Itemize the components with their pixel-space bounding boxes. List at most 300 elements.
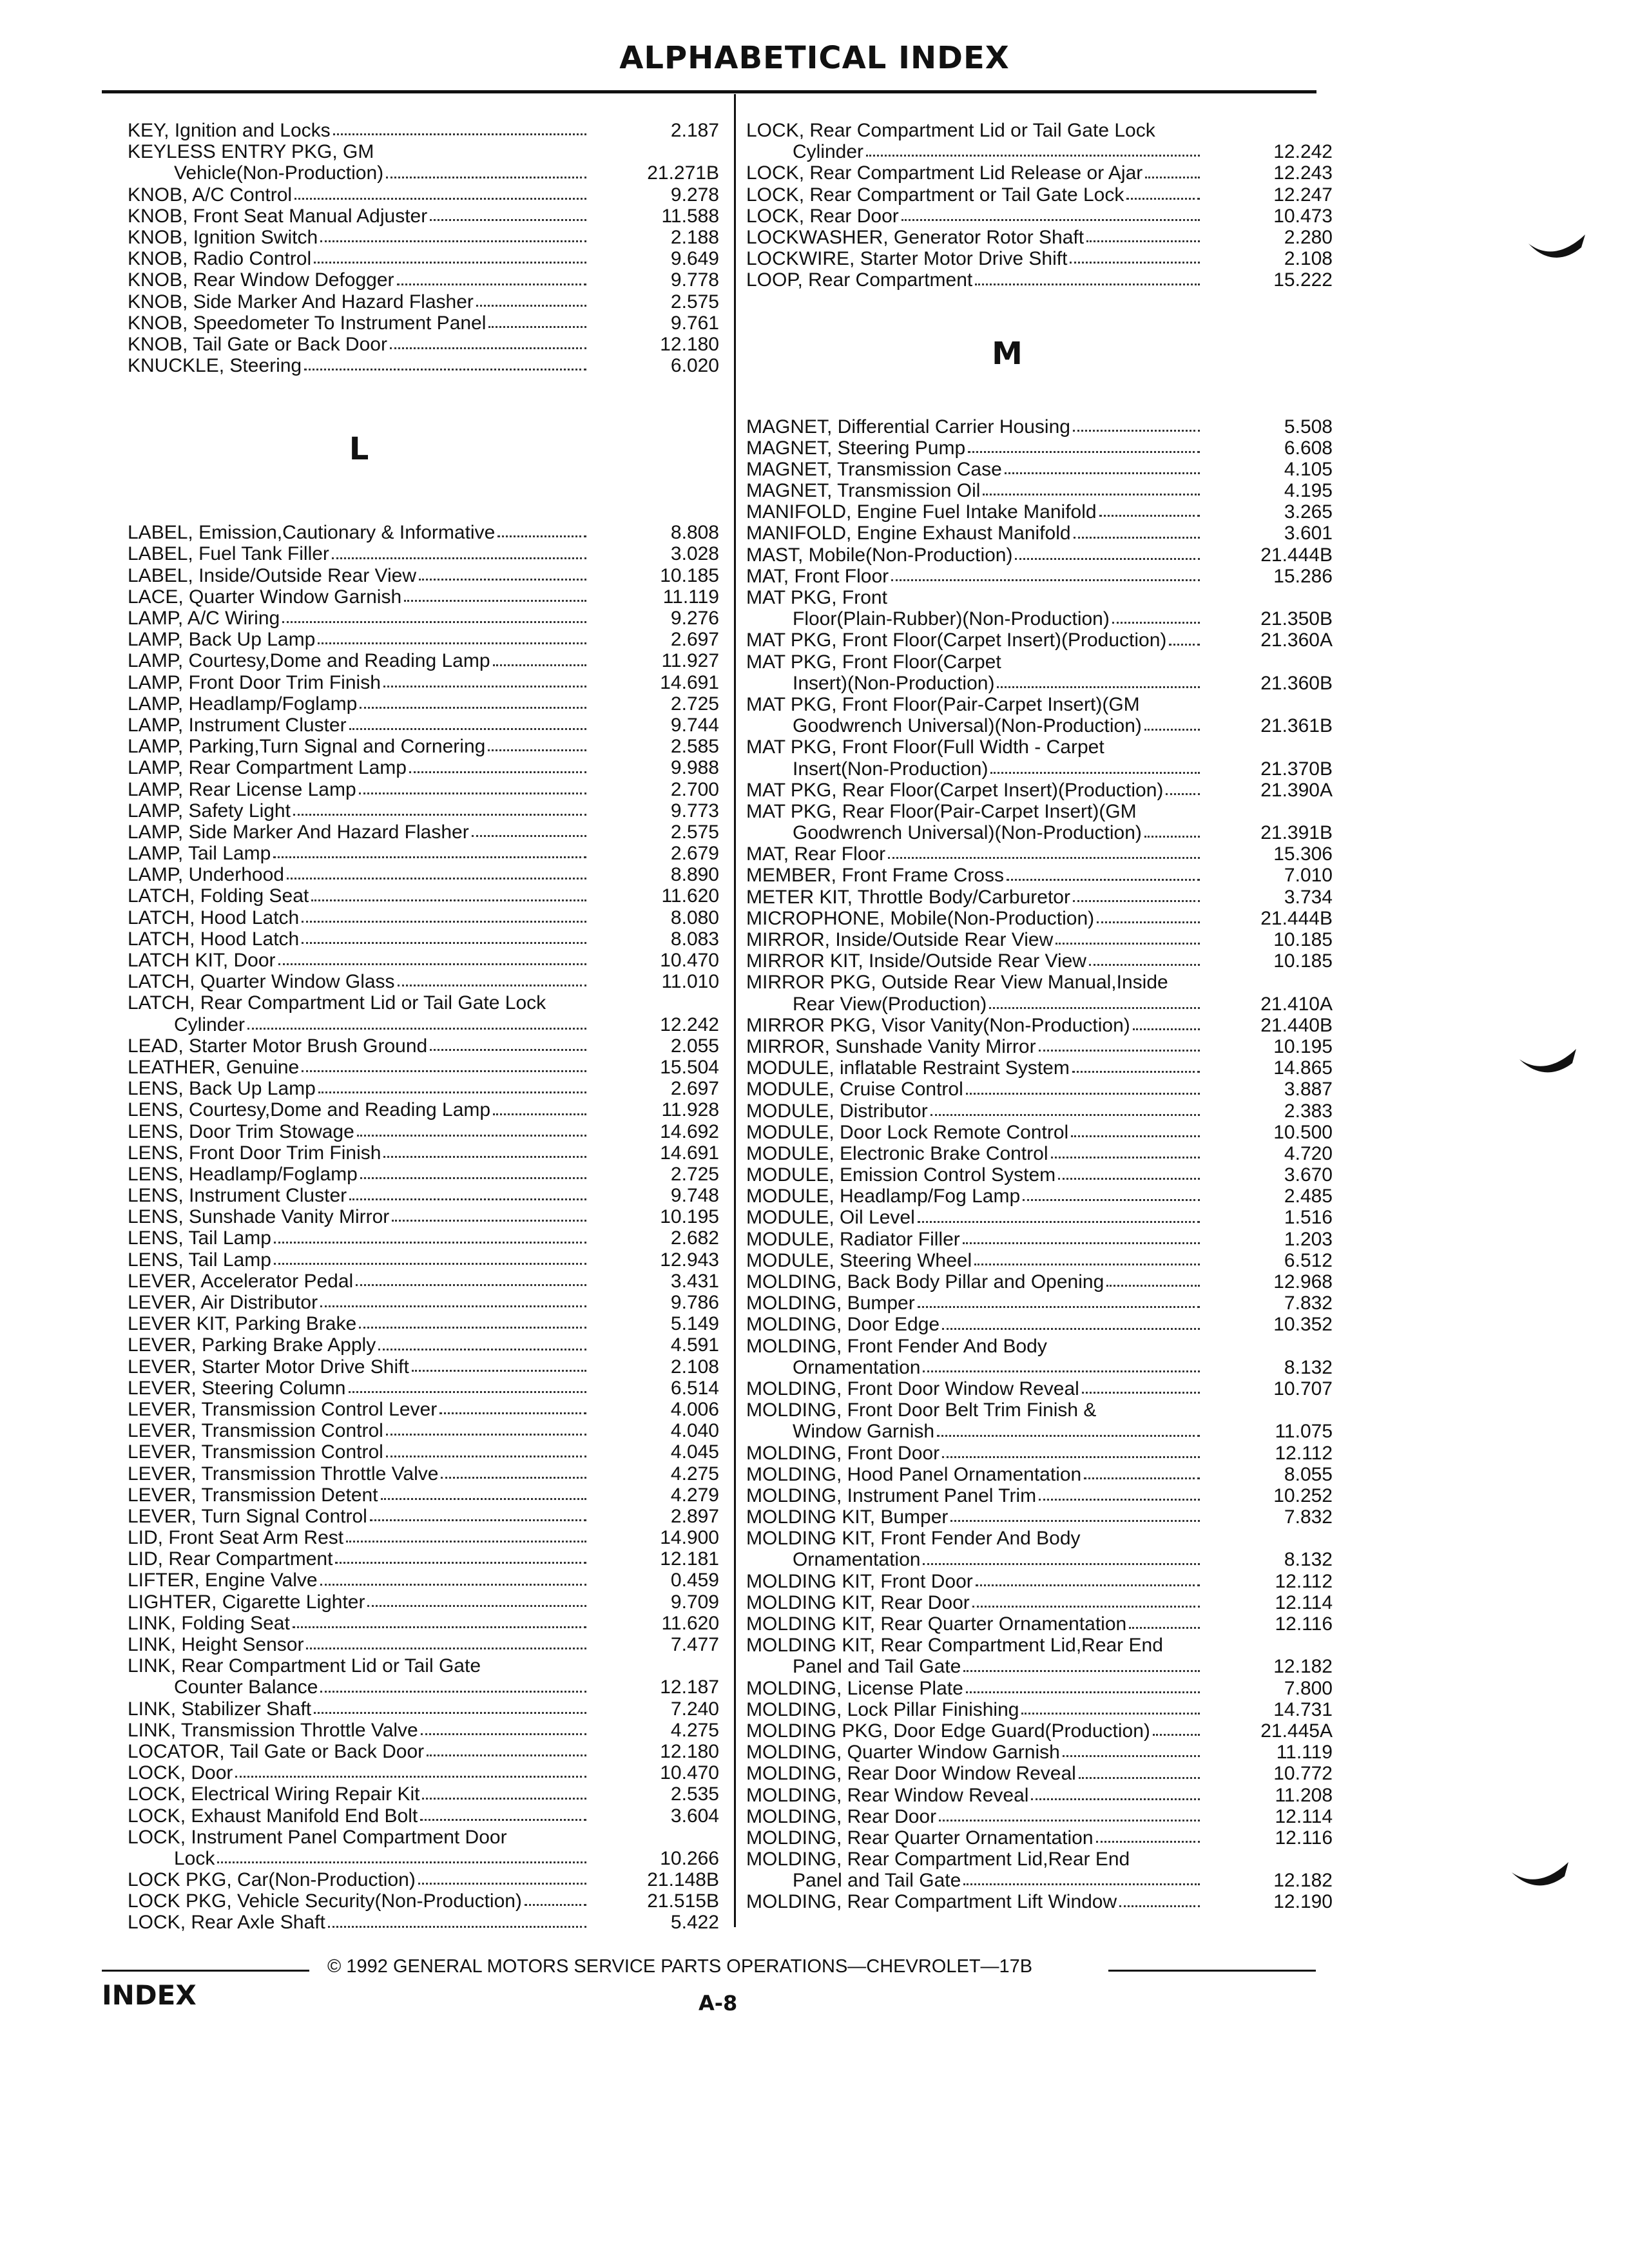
entry-text: LOCKWASHER, Generator Rotor Shaft [746,226,1084,248]
index-entry [128,822,719,843]
index-entry [746,1271,1333,1293]
entry-text: MICROPHONE, Mobile(Non-Production) [746,907,1095,929]
index-entry [128,1762,719,1783]
entry-reference: 14.692 [660,1120,719,1142]
right-column [746,120,1333,1913]
dot-leader [1015,557,1200,560]
entry-reference: 4.105 [1284,458,1333,480]
index-entry [746,822,1333,843]
entry-reference: 8.132 [1284,1549,1333,1571]
dot-leader [422,1797,586,1800]
dot-leader [1144,835,1200,838]
entry-reference: 4.275 [670,1463,719,1485]
index-entry [128,1783,719,1805]
dot-leader [1023,1198,1200,1201]
entry-text: KNOB, Rear Window Defogger [128,269,394,291]
dot-leader [318,642,586,644]
dot-leader [891,579,1200,581]
index-entry [128,950,719,971]
entry-text: LENS, Door Trim Stowage [128,1120,354,1142]
entry-text: MOLDING, Bumper [746,1293,915,1314]
index-entry [746,1635,1333,1656]
entry-reference: 8.080 [670,907,719,928]
entry-reference: 21.390A [1260,779,1333,801]
entry-text: Rear View(Production) [793,993,987,1015]
dot-leader [493,664,586,666]
index-entry [746,1506,1333,1528]
entry-reference: 9.773 [670,800,719,822]
index-entry [746,1164,1333,1186]
index-entry [128,1142,719,1164]
dot-leader [302,1070,586,1072]
entry-reference: 11.208 [1275,1784,1333,1806]
entry-text: MIRROR KIT, Inside/Outside Rear View [746,950,1086,972]
dot-leader [1039,1498,1200,1501]
entry-reference: 12.247 [1273,184,1333,206]
index-entry [128,1164,719,1185]
dot-leader [235,1775,586,1778]
entry-reference: 4.275 [670,1719,719,1741]
dot-leader [349,1198,586,1200]
entry-reference: 2.585 [670,736,719,758]
dot-leader [304,368,586,370]
dot-leader [278,963,587,965]
entry-reference: 7.832 [1284,1506,1333,1528]
footer-rule-right [1108,1970,1316,1972]
entry-text: Counter Balance [174,1677,318,1698]
entry-text: MAT PKG, Front Floor(Carpet [746,651,1001,673]
entry-reference: 2.725 [670,1163,719,1185]
dot-leader [1073,899,1200,902]
index-entry [128,543,719,564]
entry-text: LENS, Instrument Cluster [128,1185,347,1207]
entry-reference: 9.748 [670,1185,719,1207]
entry-reference: 12.242 [1273,141,1333,163]
dot-leader [901,218,1200,221]
entry-text: LAMP, Rear Compartment Lamp [128,757,407,779]
dot-leader [1021,1712,1200,1715]
entry-text: LOCK, Rear Axle Shaft [128,1912,325,1934]
dot-leader [983,493,1200,495]
entry-text: MOLDING, Front Fender And Body [746,1335,1047,1357]
entry-text: MAT, Front Floor [746,565,889,587]
entry-reference: 12.114 [1275,1805,1333,1827]
entry-reference: 10.185 [1273,950,1333,972]
entry-reference: 9.278 [670,184,719,206]
entry-reference: 4.591 [670,1334,719,1356]
dot-leader [1119,1905,1200,1907]
index-entry [746,1443,1333,1464]
index-entry [746,1678,1333,1699]
dot-leader [963,1669,1200,1672]
index-entry [128,522,719,543]
entry-reference: 12.181 [660,1548,719,1570]
dot-leader [1072,1070,1200,1073]
entry-text: MOLDING, Quarter Window Garnish [746,1742,1060,1763]
entry-text: KNOB, Speedometer To Instrument Panel [128,312,487,334]
entry-text: LINK, Stabilizer Shaft [128,1698,312,1720]
index-entry [128,1463,719,1485]
dot-leader [525,1903,586,1906]
dot-leader [360,706,586,709]
entry-text: LOCK, Exhaust Manifold End Bolt [128,1805,418,1827]
entry-reference: 12.182 [1273,1656,1333,1678]
section-letter-l: L [349,431,369,468]
entry-text: MODULE, Radiator Filler [746,1228,960,1250]
entry-text: LAMP, Side Marker And Hazard Flasher [128,821,469,843]
entry-text: LOCKWIRE, Starter Motor Drive Shift [746,248,1068,270]
dot-leader [392,1219,586,1222]
index-entry [128,355,719,376]
index-entry [128,1527,719,1548]
entry-reference: 15.286 [1273,565,1333,587]
dot-leader [430,1048,586,1051]
index-entry [128,1827,719,1848]
entry-text: KEYLESS ENTRY PKG, GM [128,141,374,163]
entry-text: MAT, Rear Floor [746,843,886,865]
dot-leader [386,176,586,178]
entry-reference: 6.512 [1284,1249,1333,1271]
dot-leader [294,197,586,200]
entry-text: MOLDING, Rear Window Reveal [746,1784,1029,1806]
entry-text: LATCH, Folding Seat [128,885,309,907]
entry-reference: 3.887 [1284,1079,1333,1100]
index-entry [128,1570,719,1591]
dot-leader [419,578,586,581]
entry-text: KNOB, Side Marker And Hazard Flasher [128,291,474,312]
index-entry [746,1592,1333,1613]
dot-leader [930,1113,1200,1116]
dot-leader [274,1262,586,1265]
m-entries-list [746,416,1333,1913]
dot-leader [421,1733,586,1735]
page-number: A-8 [699,1991,738,2015]
entry-reference: 12.116 [1275,1613,1333,1635]
index-entry [746,1100,1333,1122]
entry-text: Insert)(Non-Production) [793,672,995,694]
entry-text: MANIFOLD, Engine Exhaust Manifold [746,523,1071,544]
dot-leader [950,1519,1200,1522]
index-entry [746,1785,1333,1806]
index-entry [746,929,1333,950]
dot-leader [1071,1135,1200,1137]
column-divider [734,94,736,1927]
entry-text: MOLDING KIT, Rear Compartment Lid,Rear End [746,1635,1163,1657]
entry-text: MAT PKG, Front Floor(Carpet Insert)(Production) [746,629,1167,651]
dot-leader [1055,942,1200,945]
entry-reference: 1.203 [1284,1228,1333,1250]
index-entry [128,672,719,693]
dot-leader [488,325,586,328]
copyright-notice: © 1992 GENERAL MOTORS SERVICE PARTS OPERATIONS—CHEVROLET—17B [327,1956,1033,1977]
entry-reference: 11.119 [1276,1742,1333,1763]
dot-leader [963,1883,1200,1885]
index-entry [746,629,1333,651]
index-entry [128,334,719,355]
entry-text: MAT PKG, Front [746,587,887,608]
index-entry [746,1314,1333,1335]
dot-leader [1063,1754,1200,1757]
entry-text: LENS, Headlamp/Foglamp [128,1163,358,1185]
dot-leader [311,899,586,901]
dot-leader [923,1562,1200,1565]
entry-text: LATCH, Hood Latch [128,907,300,928]
dot-leader [1099,514,1200,517]
entry-text: LOCK, Rear Door [746,205,899,227]
dot-leader [918,1220,1200,1223]
entry-text: MODULE, Distributor [746,1100,928,1122]
index-entry [128,779,719,800]
entry-text: LINK, Transmission Throttle Valve [128,1719,418,1741]
dot-leader [974,1263,1200,1265]
dot-leader [320,1690,586,1693]
entry-text: MAST, Mobile(Non-Production) [746,544,1013,566]
entry-text: METER KIT, Throttle Body/Carburetor [746,886,1070,908]
entry-text: LENS, Tail Lamp [128,1227,271,1249]
entry-reference: 21.440B [1260,1014,1333,1036]
index-entry [128,1334,719,1356]
entry-reference: 14.731 [1273,1698,1333,1720]
entry-text: LENS, Sunshade Vanity Mirror [128,1206,390,1228]
entry-text: MOLDING, Rear Quarter Ornamentation [746,1827,1094,1849]
entry-reference: 2.108 [670,1356,719,1378]
entry-reference: 10.772 [1273,1763,1333,1785]
entry-reference: 11.588 [661,205,719,227]
entry-text: Ornamentation [793,1356,921,1378]
index-entry [128,629,719,650]
entry-text: LEAD, Starter Motor Brush Ground [128,1035,428,1057]
entry-reference: 2.575 [670,821,719,843]
index-entry [746,715,1333,736]
dot-leader [439,1412,586,1414]
index-entry [128,1271,719,1292]
index-entry [746,1720,1333,1742]
index-entry [128,206,719,227]
margin-mark [1517,1040,1581,1085]
entry-reference: 7.832 [1284,1293,1333,1314]
entry-text: LAMP, Courtesy,Dome and Reading Lamp [128,650,490,672]
dot-leader [1144,728,1200,731]
index-entry [128,800,719,822]
index-entry [128,1121,719,1142]
entry-text: MODULE, Oil Level [746,1207,915,1229]
dot-leader [942,1327,1200,1330]
entry-text: LAMP, Instrument Cluster [128,714,347,736]
dot-leader [386,1455,586,1457]
index-entry [746,480,1333,501]
entry-reference: 2.575 [670,291,719,312]
index-entry [746,523,1333,544]
dot-leader [1129,1626,1200,1629]
index-entry [128,736,719,757]
index-entry [746,865,1333,886]
margin-mark [1509,1853,1574,1898]
index-entry [128,1506,719,1527]
entry-text: MODULE, inflatable Restraint System [746,1057,1070,1079]
entry-text: LEVER KIT, Parking Brake [128,1313,357,1335]
entry-text: MIRROR PKG, Visor Vanity(Non-Production) [746,1014,1130,1036]
k-entries-list [128,120,719,376]
dot-leader [1166,793,1200,795]
index-entry [128,1227,719,1249]
index-entry [746,1229,1333,1250]
index-entry [746,994,1333,1015]
section-letter-m: M [992,335,1023,372]
dot-leader [359,1326,586,1329]
index-entry [128,1591,719,1613]
entry-text: MOLDING PKG, Door Edge Guard(Production) [746,1720,1150,1742]
dot-leader [990,771,1200,774]
dot-leader [939,1819,1200,1821]
dot-leader [1039,1049,1200,1052]
entry-reference: 9.778 [670,269,719,291]
entry-reference: 14.900 [660,1527,719,1549]
entry-reference: 7.800 [1284,1677,1333,1699]
dot-leader [918,1305,1200,1308]
dot-leader [937,1434,1200,1437]
index-entry [128,291,719,312]
index-entry [746,416,1333,437]
dot-leader [975,283,1200,285]
entry-text: LOCK PKG, Car(Non-Production) [128,1869,416,1891]
index-entry [128,1206,719,1227]
entry-text: MOLDING, Rear Door Window Reveal [746,1763,1076,1785]
index-entry [128,184,719,206]
entry-text: KEY, Ignition and Locks [128,120,331,141]
index-entry [746,120,1333,141]
index-entry [746,608,1333,629]
index-entry [128,928,719,950]
entry-reference: 5.508 [1284,416,1333,437]
entry-reference: 10.470 [660,950,719,971]
entry-text: MANIFOLD, Engine Fuel Intake Manifold [746,501,1097,523]
index-entry [128,1099,719,1120]
index-entry [746,248,1333,269]
index-entry [128,971,719,992]
entry-text: LEVER, Transmission Control [128,1420,383,1442]
entry-reference: 15.504 [660,1056,719,1078]
entry-text: LAMP, Front Door Trim Finish [128,671,381,693]
index-entry [746,1357,1333,1378]
entry-text: MAGNET, Transmission Oil [746,480,981,502]
dot-leader [472,834,586,837]
dot-leader [1097,921,1200,923]
entry-reference: 2.108 [1284,248,1333,270]
entry-reference: 21.391B [1260,822,1333,844]
index-entry [746,1186,1333,1207]
index-entry [128,1399,719,1420]
entry-text: LOCK, Instrument Panel Compartment Door [128,1826,507,1848]
entry-reference: 21.271B [647,162,719,184]
entry-reference: 6.608 [1284,437,1333,459]
dot-leader [1007,878,1200,881]
dot-leader [346,1540,586,1542]
entry-text: LOCK, Rear Compartment or Tail Gate Lock [746,184,1124,206]
entry-text: LAMP, A/C Wiring [128,608,280,629]
dot-leader [966,1691,1200,1693]
index-entry [128,650,719,671]
entry-reference: 12.180 [660,1740,719,1762]
index-entry [128,141,719,162]
dot-leader [427,1754,586,1756]
entry-text: LAMP, Rear License Lamp [128,778,356,800]
entry-reference: 4.045 [670,1441,719,1463]
entry-reference: 8.890 [670,864,719,886]
entry-reference: 2.679 [670,843,719,865]
entry-reference: 12.243 [1273,162,1333,184]
entry-text: LENS, Back Up Lamp [128,1078,316,1100]
entry-reference: 3.604 [670,1805,719,1827]
entry-text: LENS, Front Door Trim Finish [128,1142,381,1164]
dot-leader [1169,643,1200,646]
entry-text: LAMP, Tail Lamp [128,843,271,865]
entry-reference: 8.083 [670,928,719,950]
dot-leader [370,1519,586,1521]
index-entry [128,693,719,715]
index-entry [128,1035,719,1057]
entry-reference: 21.445A [1260,1720,1333,1742]
entry-reference: 4.040 [670,1420,719,1442]
index-entry [746,1549,1333,1570]
index-entry [746,141,1333,162]
dot-leader [302,920,586,923]
l-entries-list [128,522,719,1933]
entry-text: MIRROR, Sunshade Vanity Mirror [746,1035,1036,1057]
index-entry [128,1378,719,1399]
index-entry [746,1399,1333,1421]
entry-reference: 5.422 [670,1912,719,1934]
index-entry [746,206,1333,227]
dot-leader [1079,1776,1200,1779]
entry-text: MOLDING KIT, Front Fender And Body [746,1528,1081,1550]
index-entry [128,864,719,885]
index-entry [128,757,719,778]
entry-reference: 9.649 [670,248,719,270]
entry-reference: 14.865 [1273,1057,1333,1079]
index-entry [128,1292,719,1313]
dot-leader [1145,176,1200,178]
entry-text: LEATHER, Genuine [128,1056,300,1078]
entry-text: LOCK, Rear Compartment Lid Release or Ajar [746,162,1143,184]
entry-reference: 10.185 [660,564,719,586]
dot-leader [320,1583,586,1586]
entry-reference: 14.691 [660,1142,719,1164]
entry-text: MIRROR PKG, Outside Rear View Manual,Inside [746,972,1168,994]
index-entry [128,1078,719,1099]
entry-text: Floor(Plain-Rubber)(Non-Production) [793,608,1110,630]
entry-reference: 0.459 [670,1570,719,1591]
index-entry [746,1207,1333,1228]
entry-reference: 2.682 [670,1227,719,1249]
entry-reference: 9.786 [670,1292,719,1313]
entry-reference: 2.700 [670,778,719,800]
index-entry [128,715,719,736]
dot-leader [1073,429,1200,432]
entry-reference: 6.020 [670,355,719,377]
dot-leader [386,1433,586,1436]
index-entry [128,1313,719,1334]
entry-text: LEVER, Parking Brake Apply [128,1334,376,1356]
dot-leader [1070,261,1200,264]
index-entry [746,1378,1333,1399]
dot-leader [1082,1391,1200,1394]
entry-reference: 2.697 [670,629,719,651]
entry-reference: 10.185 [1273,929,1333,950]
dot-leader [273,856,586,858]
entry-text: KNOB, A/C Control [128,184,293,206]
entry-reference: 2.187 [670,120,719,141]
entry-text: Insert(Non-Production) [793,758,988,780]
